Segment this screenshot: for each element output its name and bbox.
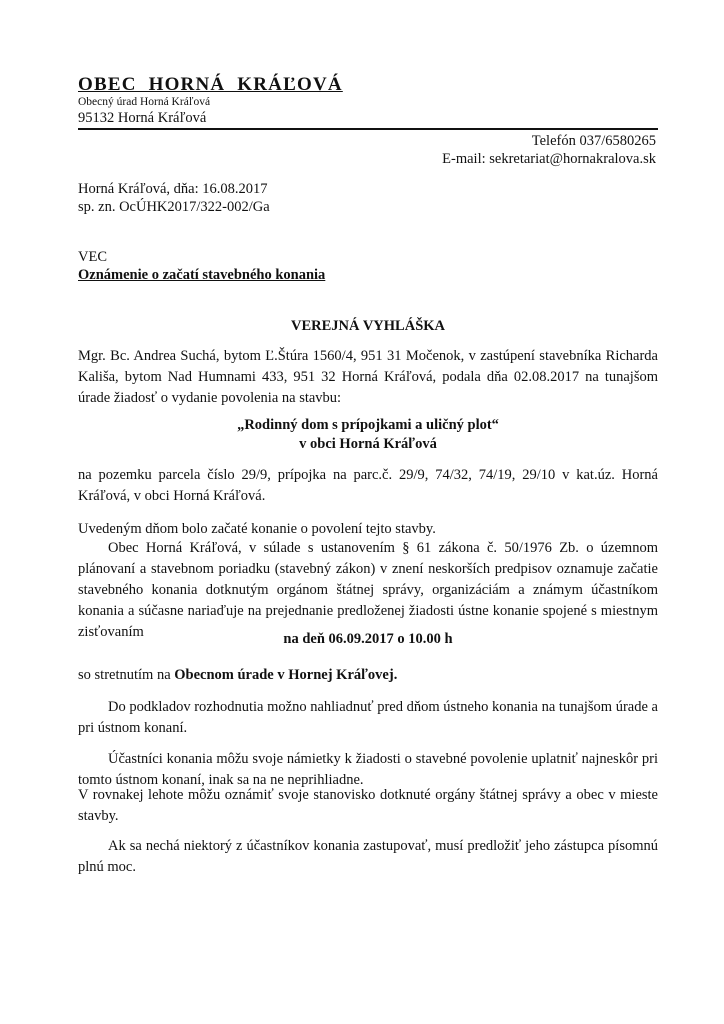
project-name: „Rodinný dom s prípojkami a uličný plot“ bbox=[237, 417, 499, 433]
office-name: Obecný úrad Horná Kráľová bbox=[78, 96, 211, 108]
subject-label: VEC bbox=[78, 249, 107, 265]
email-address: E-mail: sekretariat@hornakralova.sk bbox=[442, 151, 656, 167]
paragraph-documents: Do podkladov rozhodnutia možno nahliadnuť pred dňom ústneho konania na tunajšom úrade a pri ústnom konaní. bbox=[78, 699, 658, 736]
paragraph-representation: Ak sa nechá niektorý z účastníkov konania zastupovať, musí predložiť jeho zástupca písomnú plnú moc. bbox=[78, 838, 658, 875]
paragraph-applicant: Mgr. Bc. Andrea Suchá, bytom Ľ.Štúra 1560/4, 951 31 Močenok, v zastúpení stavebníka Richarda Kališa, bytom Nad Humnami 433, 951 32 Horná Kráľová, podala dňa 02.08.2017 na tunajšom úrade žiadosť o vydanie povolenia na stavbu: bbox=[78, 348, 658, 406]
subject-text: Oznámenie o začatí stavebného konania bbox=[78, 267, 326, 283]
public-notice-heading: VEREJNÁ VYHLÁŠKA bbox=[290, 318, 446, 334]
place-date: Horná Kráľová, dňa: 16.08.2017 bbox=[78, 181, 268, 197]
project-location: v obci Horná Kráľová bbox=[299, 436, 437, 452]
municipality-title: OBEC HORNÁ KRÁĽOVÁ bbox=[78, 74, 343, 95]
office-address: 95132 Horná Kráľová bbox=[78, 110, 207, 126]
file-number: sp. zn. OcÚHK2017/322-002/Ga bbox=[78, 199, 270, 215]
meeting-place-line bbox=[78, 667, 397, 684]
phone-number: Telefón 037/6580265 bbox=[531, 133, 656, 149]
meeting-place: Obecnom úrade v Hornej Kráľovej. bbox=[174, 667, 398, 683]
meeting-place-prefix: so stretnutím na bbox=[78, 667, 175, 683]
paragraph-objections: Účastníci konania môžu svoje námietky k žiadosti o stavebné povolenie uplatniť najneskôr pri tomto ústnom konaní, inak sa na ne neprihliadne. bbox=[78, 751, 658, 788]
header-divider bbox=[78, 128, 658, 130]
paragraph-legal-basis: Obec Horná Kráľová, v súlade s ustanovením § 61 zákona č. 50/1976 Zb. o územnom plánovaní a stavebnom poriadku (stavebný zákon) v znení neskorších predpisov oznamuje začatie stavebného konania dotknutým orgánom štátnej správy, organizáciám a známym účastníkom konania a súčasne nariaďuje na prejednanie predloženej žiadosti ústne konanie spojené s miestnym zisťovaním bbox=[78, 540, 658, 640]
paragraph-authorities: V rovnakej lehote môžu oznámiť svoje stanovisko dotknuté orgány štátnej správy a obec v mieste stavby. bbox=[78, 787, 658, 824]
meeting-date: na deň 06.09.2017 o 10.00 h bbox=[283, 631, 453, 647]
paragraph-parcel: na pozemku parcela číslo 29/9, prípojka na parc.č. 29/9, 74/32, 74/19, 29/10 v kat.úz. Horná Kráľová, v obci Horná Kráľová. bbox=[78, 467, 658, 504]
paragraph-started: Uvedeným dňom bolo začaté konanie o povolení tejto stavby. bbox=[78, 521, 436, 537]
